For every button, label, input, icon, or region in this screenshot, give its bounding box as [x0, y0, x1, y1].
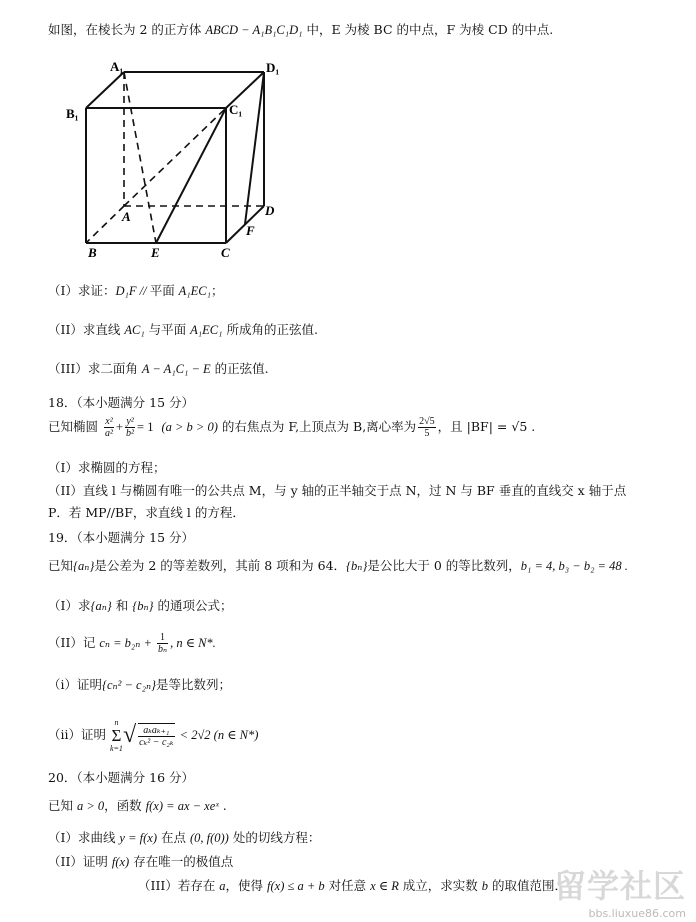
label-D1: D₁ — [266, 60, 280, 75]
watermark-url: bbs.liuxue86.com — [588, 907, 686, 920]
q19-part-i: （i）证明{cₙ² − c₂ₙ}是等比数列； — [48, 677, 232, 692]
q19-part-ii: （ii）证明 n Σ k=1 √ $\frac{\text{aₖaₖ₊₁}}{\text{cₖ² − c₂ₖ}}$ < 2√2 (n ∈ N*) — [48, 718, 259, 753]
q19-part1: （I）求{aₙ} 和 {bₙ} 的通项公式； — [48, 598, 233, 613]
q17-part3: （III）求二面角 A − A₁C₁ − E 的正弦值. — [48, 361, 269, 376]
q20-part1: （I）求曲线 y = f(x) 在点 (0, f(0)) 处的切线方程： — [48, 830, 321, 845]
q18-statement: 已知椭圆 $\frac{\text{x²}}{\text{a²}}$ + $\frac{\text{y²}}{\text{b²}}$ = 1 (a > b > 0) 的右焦点为 F,上顶点为 B,离心率为 $\frac{2√5}{5}$ ，且 |BF| = √5 . — [48, 416, 536, 439]
label-A1: A₁ — [110, 59, 124, 74]
q18-part2-line1: （II）直线 l 与椭圆有唯一的公共点 M，与 y 轴的正半轴交于点 N，过 N 与 BF 垂直的直线交 x 轴于点 — [48, 483, 627, 498]
label-C1: C₁ — [229, 102, 243, 117]
label-D: D — [265, 203, 275, 218]
q17-part2: （II）求直线 AC₁ 与平面 A₁EC₁ 所成角的正弦值. — [48, 322, 318, 337]
label-F: F — [246, 223, 255, 238]
q20-statement: 已知 a > 0，函数 f(x) = ax − xeˣ . — [48, 798, 227, 813]
label-B: B — [88, 245, 97, 260]
intro-line: 如图，在棱长为 2 的正方体 ABCD − A₁B₁C₁D₁ 中，E 为棱 BC 的中点，F 为棱 CD 的中点. — [48, 22, 554, 37]
label-A: A — [122, 209, 131, 224]
q20-header: 20．（本小题满分 16 分） — [48, 770, 195, 785]
q19-part2: （II）记 cₙ = b₂ₙ + $\frac{1}{\text{bₙ}}$ , n ∈ N*. — [48, 632, 216, 655]
cube-name: ABCD − A₁B₁C₁D₁ — [205, 23, 303, 37]
watermark-logo: 留学社区 — [553, 867, 686, 905]
q20-part2: （II）证明 f(x) 存在唯一的极值点 — [48, 854, 234, 869]
q18-part2-line2: P．若 MP//BF，求直线 l 的方程． — [48, 505, 245, 520]
watermark — [554, 861, 686, 920]
q19-statement: 已知{aₙ}是公差为 2 的等差数列，其前 8 项和为 64．{bₙ}是公比大于 0 的等比数列，b₁ = 4, b₃ − b₂ = 48 . — [48, 558, 628, 573]
label-E: E — [151, 245, 160, 260]
label-C: C — [221, 245, 230, 260]
summation: n Σ k=1 — [109, 718, 123, 753]
cube-figure — [60, 58, 290, 263]
q18-part1: （I）求椭圆的方程； — [48, 460, 166, 475]
q19-header: 19．（本小题满分 15 分） — [48, 530, 195, 545]
label-B1: B₁ — [66, 106, 79, 121]
q18-header: 18．（本小题满分 15 分） — [48, 395, 195, 410]
q17-part1: （I）求证：D₁F // 平面 A₁EC₁； — [48, 283, 224, 298]
q20-part3: （III）若存在 a，使得 f(x) ≤ a + b 对任意 x ∈ R 成立，求实数 b 的取值范围． — [138, 878, 568, 893]
sqrt-sign: √ — [122, 722, 137, 748]
